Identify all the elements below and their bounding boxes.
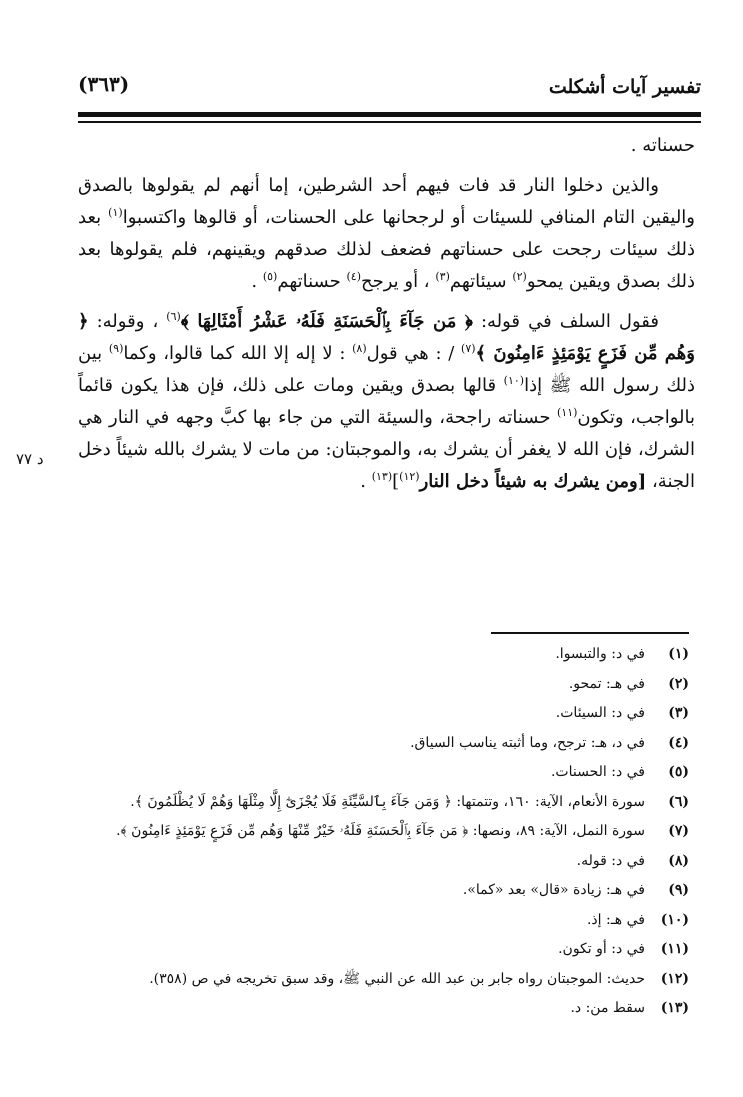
footnote-ref-1[interactable]: (١) bbox=[108, 206, 123, 219]
footnote-ref-4[interactable]: (٤) bbox=[346, 270, 361, 283]
bracketed-insertion: [ومن يشرك به شيئاً دخل النار bbox=[419, 471, 647, 492]
main-text bbox=[78, 130, 695, 498]
footnote-11 bbox=[60, 935, 689, 965]
footnote-text: سقط من: د. bbox=[570, 1000, 645, 1016]
p3-text-g: قالها بصدق ويقين ومات على ذلك، فإن هذا يكون قائماً بالواجب، وتكون bbox=[78, 375, 695, 428]
footnote-7 bbox=[60, 817, 689, 847]
footnote-text: في هـ: زيادة «قال» بعد «كما». bbox=[462, 882, 645, 898]
p3-text-b: ، bbox=[152, 311, 159, 332]
footnote-number: (١) bbox=[668, 646, 689, 662]
footnote-text: في د: السيئات. bbox=[555, 705, 645, 721]
footnote-text: سورة الأنعام، الآية: ١٦٠، وتتمتها: ﴿ وَمَن جَآءَ بِٱلسَّيِّئَةِ فَلَا يُجْزَىٰٓ إِلَّا مِثْلَهَا وَهُمْ لَا يُظْلَمُونَ ﴾. bbox=[130, 793, 645, 810]
footnote-9 bbox=[60, 876, 689, 906]
footnote-ref-9[interactable]: (٩) bbox=[108, 342, 124, 355]
footnote-10 bbox=[60, 906, 689, 936]
footnote-number: (٥) bbox=[668, 764, 689, 780]
p3-text-j: . bbox=[360, 471, 366, 492]
footnote-text: حديث: الموجبتان رواه جابر بن عبد الله عن النبي ﷺ، وقد سبق تخريجه في ص (٣٥٨). bbox=[149, 970, 645, 987]
p3-text-i: ] bbox=[392, 471, 400, 492]
footnote-number: (٤) bbox=[668, 734, 689, 751]
footnote-number: (٨) bbox=[668, 852, 689, 869]
p2-text-b: بعد ذلك سيئات رجحت على حسناتهم فضعف لذلك صدقهم ويقينهم، فلم يقولوها بعد ذلك بصدق ويقين يمحو bbox=[78, 207, 695, 292]
quran-quote-1: ﴿ مَن جَآءَ بِٱلْحَسَنَةِ فَلَهُۥ عَشْرُ أَمْثَالِهَا ﴾ bbox=[180, 311, 473, 332]
footnote-text: في هـ: تمحو. bbox=[568, 675, 645, 692]
footnote-number: (١١) bbox=[660, 941, 689, 957]
footnote-text: في هـ: إذ. bbox=[586, 911, 645, 928]
header-rule-thin bbox=[78, 121, 701, 123]
footnote-ref-13[interactable]: (١٣) bbox=[371, 470, 393, 483]
p3-text-a: فقول السلف في قوله: bbox=[480, 311, 659, 332]
footnote-text: في د: أو تكون. bbox=[558, 941, 645, 957]
footnote-ref-7[interactable]: (٧) bbox=[461, 342, 476, 355]
footnote-3 bbox=[60, 699, 689, 729]
footnote-ref-6[interactable]: (٦) bbox=[166, 310, 181, 323]
footnote-1 bbox=[60, 640, 689, 670]
p2-text-e: حسناتهم bbox=[277, 271, 341, 292]
p1-text: حسناته . bbox=[630, 135, 695, 156]
footnote-ref-5[interactable]: (٥) bbox=[262, 270, 278, 283]
book-title: تفسير آيات أشكلت bbox=[548, 76, 701, 98]
footnote-2 bbox=[60, 670, 689, 700]
footnote-12 bbox=[60, 965, 689, 995]
footnote-4 bbox=[60, 729, 689, 759]
footnote-13 bbox=[60, 994, 689, 1024]
footnote-6 bbox=[60, 788, 689, 818]
footnote-number: (٣) bbox=[668, 705, 689, 721]
footnote-ref-8[interactable]: (٨) bbox=[352, 342, 367, 355]
p2-text-d: ، أو يرجح bbox=[360, 271, 430, 292]
footnote-ref-2[interactable]: (٢) bbox=[512, 270, 527, 283]
p2-text-a: والذين دخلوا النار قد فات فيهم أحد الشرطين، إما أنهم لم يقولوها بالصدق واليقين التام المنافي للسيئات أو لرجحانها على الحسنات، أو قالوها واكتسبوا bbox=[78, 175, 695, 228]
footnote-text: في د: والتبسوا. bbox=[555, 646, 645, 662]
footnote-text: سورة النمل، الآية: ٨٩، ونصها: ﴿ مَن جَآءَ بِٱلْحَسَنَةِ فَلَهُۥ خَيْرٌ مِّنْهَا وَهُم مِّن فَزَعٍ يَوْمَئِذٍ ءَامِنُونَ ﴾. bbox=[116, 823, 645, 839]
footnotes-list bbox=[60, 640, 689, 1024]
paragraph-3 bbox=[78, 306, 695, 498]
p3-text-c: وقوله: bbox=[96, 311, 145, 332]
p3-text-d: / : هي قول bbox=[366, 343, 455, 364]
header-rule-thick bbox=[78, 112, 701, 117]
footnote-ref-3[interactable]: (٣) bbox=[435, 270, 450, 283]
running-header bbox=[78, 66, 701, 106]
footnote-5 bbox=[60, 758, 689, 788]
p2-text-f: . bbox=[251, 271, 258, 292]
p2-text-c: سيئاتهم bbox=[449, 271, 507, 292]
footnote-text: في د: قوله. bbox=[576, 852, 645, 869]
quran-quote-2: ﴿ وَهُم مِّن فَزَعٍ يَوْمَئِذٍ ءَامِنُونَ ﴾ bbox=[78, 311, 695, 364]
p3-text-f: بين ذلك رسول الله ﷺ إذا bbox=[78, 343, 695, 396]
footnote-text: في د: الحسنات. bbox=[550, 764, 645, 780]
footnote-number: (٧) bbox=[668, 823, 689, 839]
footnote-separator bbox=[491, 632, 689, 634]
paragraph-1 bbox=[78, 130, 695, 162]
paragraph-2 bbox=[78, 170, 695, 298]
footnote-ref-10[interactable]: (١٠) bbox=[503, 374, 525, 387]
page-number: (٣٦٣) bbox=[78, 72, 130, 96]
footnote-number: (٢) bbox=[668, 675, 689, 692]
footnote-text: في د، هـ: ترجح، وما أثبته يناسب السياق. bbox=[410, 734, 645, 751]
p3-text-e: : لا إله إلا الله كما قالوا، وكما bbox=[123, 343, 346, 364]
p3-text-h: حسناته راجحة، والسيئة التي من جاء بها كبَّ وجهه في النار هي الشرك، فإن الله لا يغفر أن يشرك به، والموجبتان: من مات لا يشرك بالله شيئاً دخل الجنة، bbox=[78, 407, 695, 492]
footnote-8 bbox=[60, 847, 689, 877]
manuscript-margin-note: د ٧٧ bbox=[16, 450, 44, 468]
footnote-ref-11[interactable]: (١١) bbox=[557, 406, 578, 419]
footnote-number: (٦) bbox=[668, 793, 689, 810]
footnote-number: (١٠) bbox=[660, 911, 689, 928]
footnote-ref-12[interactable]: (١٢) bbox=[399, 470, 420, 483]
footnote-number: (٩) bbox=[668, 882, 689, 898]
footnote-number: (١٢) bbox=[660, 970, 689, 987]
footnote-number: (١٣) bbox=[660, 1000, 689, 1016]
